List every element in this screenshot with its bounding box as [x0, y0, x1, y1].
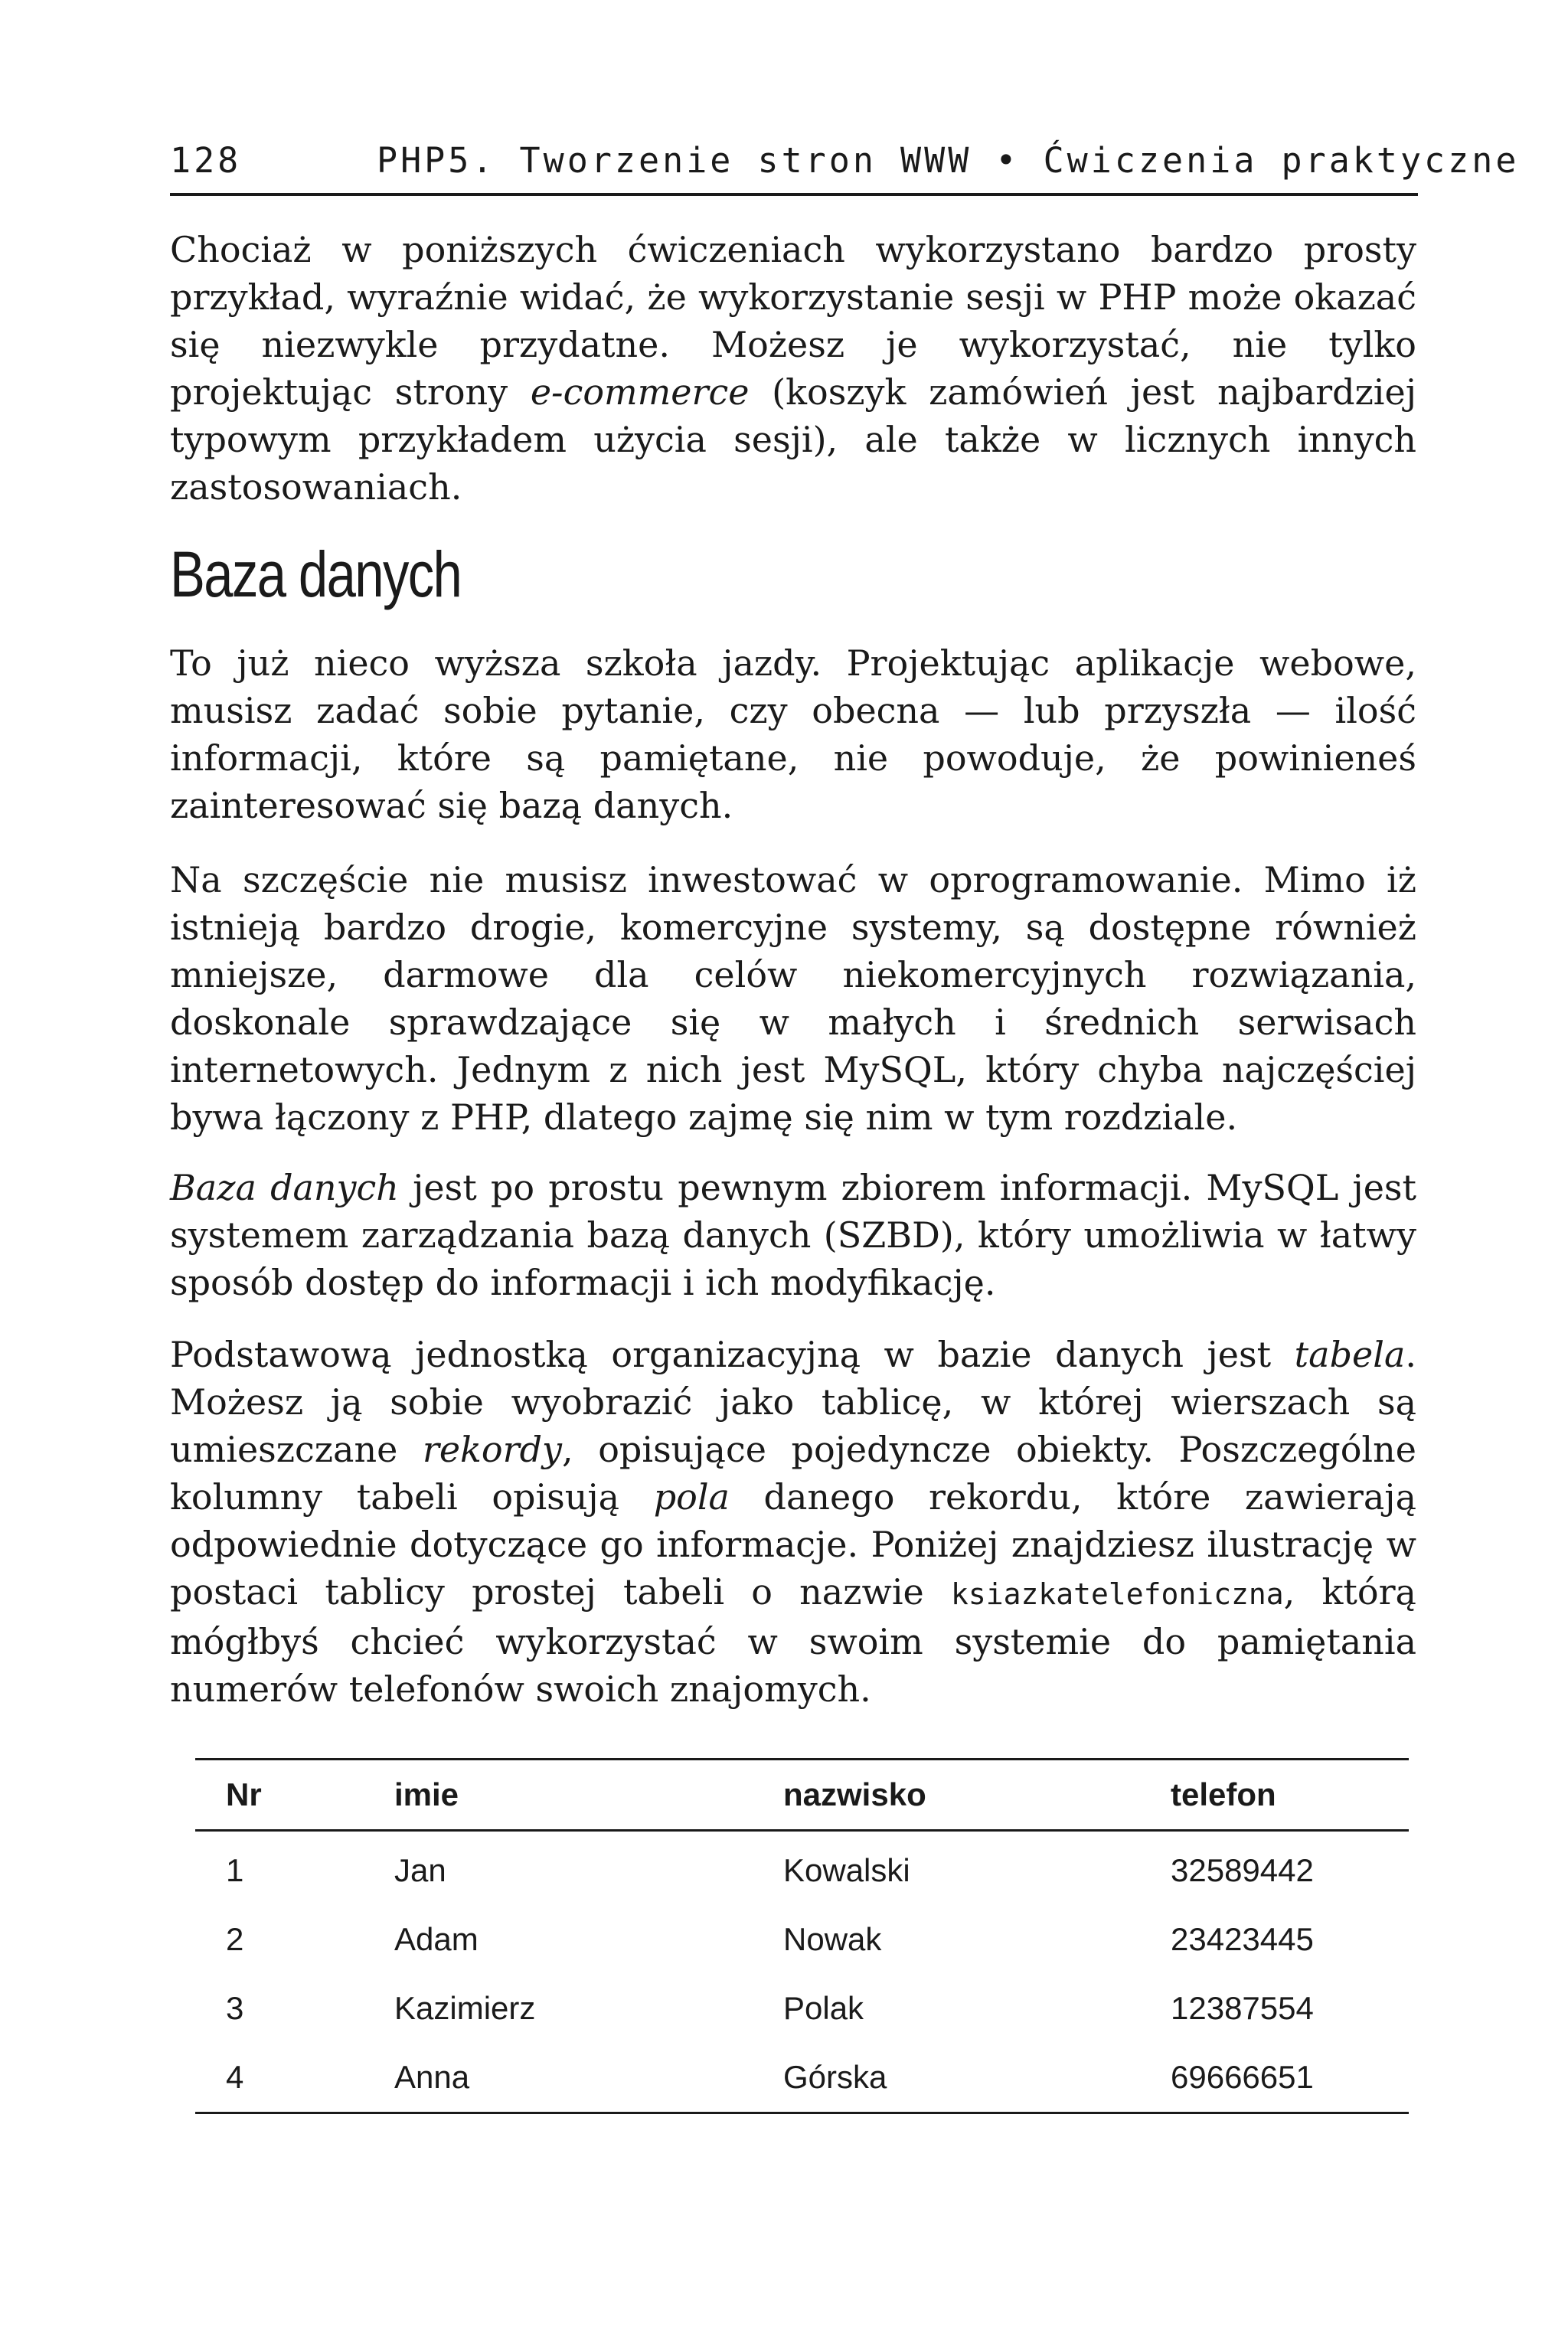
- header-imie: imie: [394, 1776, 459, 1812]
- intro-paragraph: [170, 226, 1416, 511]
- cell-imie: Anna: [394, 2059, 470, 2095]
- intro-italic-term: e-commerce: [530, 371, 750, 413]
- cell-telefon: 32589442: [1171, 1852, 1314, 1888]
- term-tabela: tabela: [1294, 1334, 1406, 1375]
- table-header-row: [195, 1760, 1409, 1831]
- phone-book-table: [195, 1758, 1409, 2114]
- intro-text-start: Chociaż w poniższych ćwiczeniach wykorzystano bardzo prosty przykład, wyraźnie widać, że wykorzystanie sesji w PHP może okazać się niezwykle przydatne. Możesz je wykorzystać, nie tylko projektując strony: [170, 229, 1416, 413]
- cell-nr: 3: [226, 1990, 244, 2026]
- section-heading: Baza danych: [170, 538, 462, 610]
- tables-text-5: , którą mógłbyś chcieć wykorzystać w swoim systemie do pamiętania numerów telefonów swoich znajomych.: [170, 1571, 1416, 1710]
- paragraph-intro-databases: To już nieco wyższa szkoła jazdy. Projektując aplikacje webowe, musisz zadać sobie pytanie, czy obecna — lub przyszła — ilość informacji, które są pamiętane, nie powoduje, że powinieneś zainteresować się bazą danych.: [170, 642, 1416, 826]
- cell-nr: 1: [226, 1852, 244, 1888]
- table-row: [195, 1905, 1409, 1974]
- cell-nazwisko: Polak: [783, 1990, 864, 2026]
- cell-telefon: 23423445: [1171, 1921, 1314, 1957]
- page-number: 128: [170, 140, 242, 181]
- cell-telefon: 69666651: [1171, 2059, 1314, 2095]
- header-telefon: telefon: [1171, 1776, 1276, 1812]
- table-row: [195, 2043, 1409, 2113]
- tables-text-1: Podstawową jednostką organizacyjną w bazie danych jest: [170, 1334, 1295, 1375]
- paragraph-tables: [170, 1331, 1416, 1713]
- running-header: [170, 138, 1520, 196]
- table-row: [195, 1831, 1409, 1906]
- tables-text-4: danego rekordu, które zawierają odpowiednie dotyczące go informacje. Poniżej znajdziesz ilustrację w postaci tablicy prostej tabeli o nazwie: [170, 1476, 1416, 1613]
- table-row: [195, 1974, 1409, 2043]
- definition-term: Baza danych: [170, 1167, 399, 1208]
- term-pola: pola: [653, 1476, 730, 1518]
- cell-nr: 2: [226, 1921, 244, 1957]
- header-nr: Nr: [226, 1776, 262, 1812]
- intro-text-end: (koszyk zamówień jest najbardziej typowym przykładem użycia sesji), ale także w licznych innych zastosowaniach.: [170, 371, 1417, 508]
- running-title: PHP5. Tworzenie stron WWW • Ćwiczenia praktyczne: [377, 140, 1520, 181]
- definition-text: jest po prostu pewnym zbiorem informacji. MySQL jest systemem zarządzania bazą danych (SZBD), który umożliwia w łatwy sposób dostęp do informacji i ich modyfikację.: [170, 1167, 1417, 1303]
- term-rekordy: rekordy: [422, 1429, 563, 1470]
- table-name-code: ksiazkatelefoniczna: [950, 1577, 1284, 1611]
- tables-text-3: , opisujące pojedyncze obiekty. Poszczególne kolumny tabeli opisują: [170, 1429, 1416, 1518]
- paragraph-definition: [170, 1164, 1416, 1306]
- tables-text-2: . Możesz ją sobie wyobrazić jako tablicę, w której wierszach są umieszczane: [170, 1334, 1416, 1470]
- cell-imie: Adam: [394, 1921, 479, 1957]
- cell-nazwisko: Górska: [783, 2059, 887, 2095]
- cell-nazwisko: Nowak: [783, 1921, 882, 1957]
- cell-telefon: 12387554: [1171, 1990, 1314, 2026]
- paragraph-free-software: Na szczęście nie musisz inwestować w oprogramowanie. Mimo iż istnieją bardzo drogie, komercyjne systemy, są dostępne również mniejsze, darmowe dla celów niekomercyjnych rozwiązania, doskonale sprawdzające się w małych i średnich serwisach internetowych. Jednym z nich jest MySQL, który chyba najczęściej bywa łączony z PHP, dlatego zajmę się nim w tym rozdziale.: [170, 859, 1416, 1138]
- cell-imie: Jan: [394, 1852, 446, 1888]
- cell-imie: Kazimierz: [394, 1990, 536, 2026]
- header-nazwisko: nazwisko: [783, 1776, 926, 1812]
- cell-nr: 4: [226, 2059, 244, 2095]
- cell-nazwisko: Kowalski: [783, 1852, 910, 1888]
